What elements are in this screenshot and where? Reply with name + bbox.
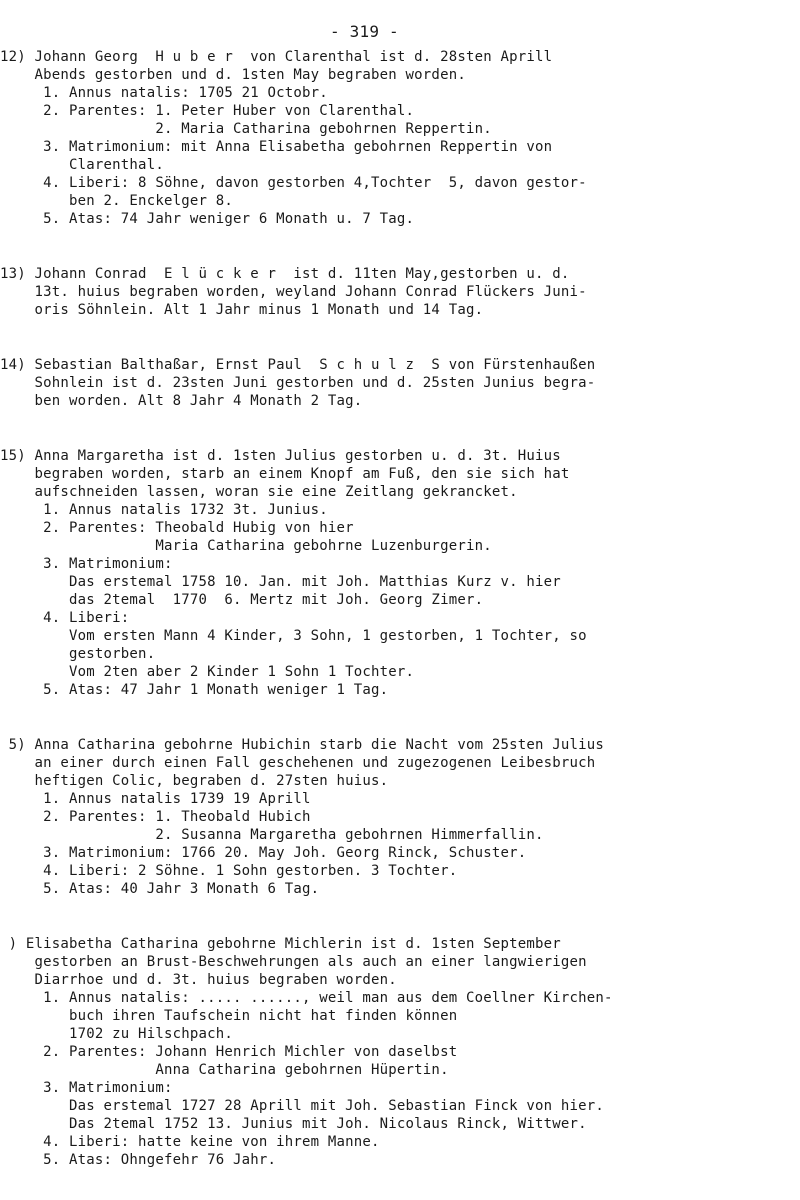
entry-line: heftigen Colic, begraben d. 27sten huius. xyxy=(0,773,389,789)
entry-line: 12) Johann Georg H u b e r von Clarenthal ist d. 28sten Aprill xyxy=(0,49,553,65)
entry-line: Sohnlein ist d. 23sten Juni gestorben und d. 25sten Junius begra- xyxy=(0,375,596,391)
entry-line: 2. Maria Catharina gebohrnen Reppertin. xyxy=(0,121,492,137)
entry-line: ) Elisabetha Catharina gebohrne Michlerin ist d. 1sten September xyxy=(0,936,561,952)
entry-line: an einer durch einen Fall geschehenen und zugezogenen Leibesbruch xyxy=(0,755,596,771)
entry-line: 4. Liberi: hatte keine von ihrem Manne. xyxy=(0,1134,380,1150)
entry-13 xyxy=(0,265,800,319)
entry-line: 2. Susanna Margaretha gebohrnen Himmerfallin. xyxy=(0,827,544,843)
entry-line: begraben worden, starb an einem Knopf am Fuß, den sie sich hat xyxy=(0,466,570,482)
entry-line: 4. Liberi: 8 Söhne, davon gestorben 4,Tochter 5, davon gestor- xyxy=(0,175,587,191)
entry-line: Das 2temal 1752 13. Junius mit Joh. Nicolaus Rinck, Wittwer. xyxy=(0,1116,587,1132)
entry-line: gestorben an Brust-Beschwehrungen als auch an einer langwierigen xyxy=(0,954,587,970)
entry-line: Diarrhoe und d. 3t. huius begraben worden. xyxy=(0,972,397,988)
entry-line: Das erstemal 1758 10. Jan. mit Joh. Matthias Kurz v. hier xyxy=(0,574,561,590)
page-number: - 319 - xyxy=(330,22,399,41)
entry-line: 1. Annus natalis 1739 19 Aprill xyxy=(0,791,311,807)
entry-line: 1. Annus natalis 1732 3t. Junius. xyxy=(0,502,328,518)
entry-16 xyxy=(0,736,800,898)
entry-line: das 2temal 1770 6. Mertz mit Joh. Georg Zimer. xyxy=(0,592,484,608)
entry-line: 5. Atas: 74 Jahr weniger 6 Monath u. 7 Tag. xyxy=(0,211,415,227)
entry-line: 5) Anna Catharina gebohrne Hubichin starb die Nacht vom 25sten Julius xyxy=(0,737,605,753)
entry-line: buch ihren Taufschein nicht hat finden können xyxy=(0,1008,458,1024)
entry-line: gestorben. xyxy=(0,646,156,662)
entry-line: 15) Anna Margaretha ist d. 1sten Julius gestorben u. d. 3t. Huius xyxy=(0,448,561,464)
entry-line: Maria Catharina gebohrne Luzenburgerin. xyxy=(0,538,492,554)
entry-line: Vom ersten Mann 4 Kinder, 3 Sohn, 1 gestorben, 1 Tochter, so xyxy=(0,628,587,644)
entry-line: 5. Atas: 47 Jahr 1 Monath weniger 1 Tag. xyxy=(0,682,389,698)
entry-line: Abends gestorben und d. 1sten May begraben worden. xyxy=(0,67,466,83)
entry-line: Das erstemal 1727 28 Aprill mit Joh. Sebastian Finck von hier. xyxy=(0,1098,605,1114)
entry-line: 2. Parentes: Johann Henrich Michler von daselbst xyxy=(0,1044,458,1060)
entry-line: 14) Sebastian Balthaßar, Ernst Paul S c h u l z S von Fürstenhaußen xyxy=(0,357,596,373)
entry-line: 2. Parentes: 1. Theobald Hubich xyxy=(0,809,311,825)
entry-17 xyxy=(0,935,800,1169)
entry-line: oris Söhnlein. Alt 1 Jahr minus 1 Monath und 14 Tag. xyxy=(0,302,484,318)
entry-line: ben worden. Alt 8 Jahr 4 Monath 2 Tag. xyxy=(0,393,363,409)
entry-line: 1. Annus natalis: ..... ......, weil man aus dem Coellner Kirchen- xyxy=(0,990,613,1006)
entry-line: aufschneiden lassen, woran sie eine Zeitlang gekrancket. xyxy=(0,484,518,500)
entry-line: 5. Atas: Ohngefehr 76 Jahr. xyxy=(0,1152,277,1168)
entry-12 xyxy=(0,48,800,228)
entry-line: ben 2. Enckelger 8. xyxy=(0,193,233,209)
entry-line: Clarenthal. xyxy=(0,157,164,173)
entry-line: 3. Matrimonium: xyxy=(0,1080,173,1096)
entry-line: 3. Matrimonium: xyxy=(0,556,173,572)
entry-line: 5. Atas: 40 Jahr 3 Monath 6 Tag. xyxy=(0,881,320,897)
entry-line: 3. Matrimonium: mit Anna Elisabetha gebohrnen Reppertin von xyxy=(0,139,553,155)
entry-line: 2. Parentes: Theobald Hubig von hier xyxy=(0,520,354,536)
entry-line: 1702 zu Hilschpach. xyxy=(0,1026,233,1042)
entry-line: 13t. huius begraben worden, weyland Johann Conrad Flückers Juni- xyxy=(0,284,587,300)
entry-line: 1. Annus natalis: 1705 21 Octobr. xyxy=(0,85,328,101)
entry-line: 4. Liberi: xyxy=(0,610,130,626)
entry-15 xyxy=(0,447,800,699)
entry-line: 13) Johann Conrad E l ü c k e r ist d. 11ten May,gestorben u. d. xyxy=(0,266,570,282)
entry-line: 2. Parentes: 1. Peter Huber von Clarenthal. xyxy=(0,103,415,119)
entry-line: Anna Catharina gebohrnen Hüpertin. xyxy=(0,1062,449,1078)
entry-line: 3. Matrimonium: 1766 20. May Joh. Georg Rinck, Schuster. xyxy=(0,845,527,861)
entry-line: Vom 2ten aber 2 Kinder 1 Sohn 1 Tochter. xyxy=(0,664,415,680)
entry-14 xyxy=(0,356,800,410)
entry-line: 4. Liberi: 2 Söhne. 1 Sohn gestorben. 3 Tochter. xyxy=(0,863,458,879)
